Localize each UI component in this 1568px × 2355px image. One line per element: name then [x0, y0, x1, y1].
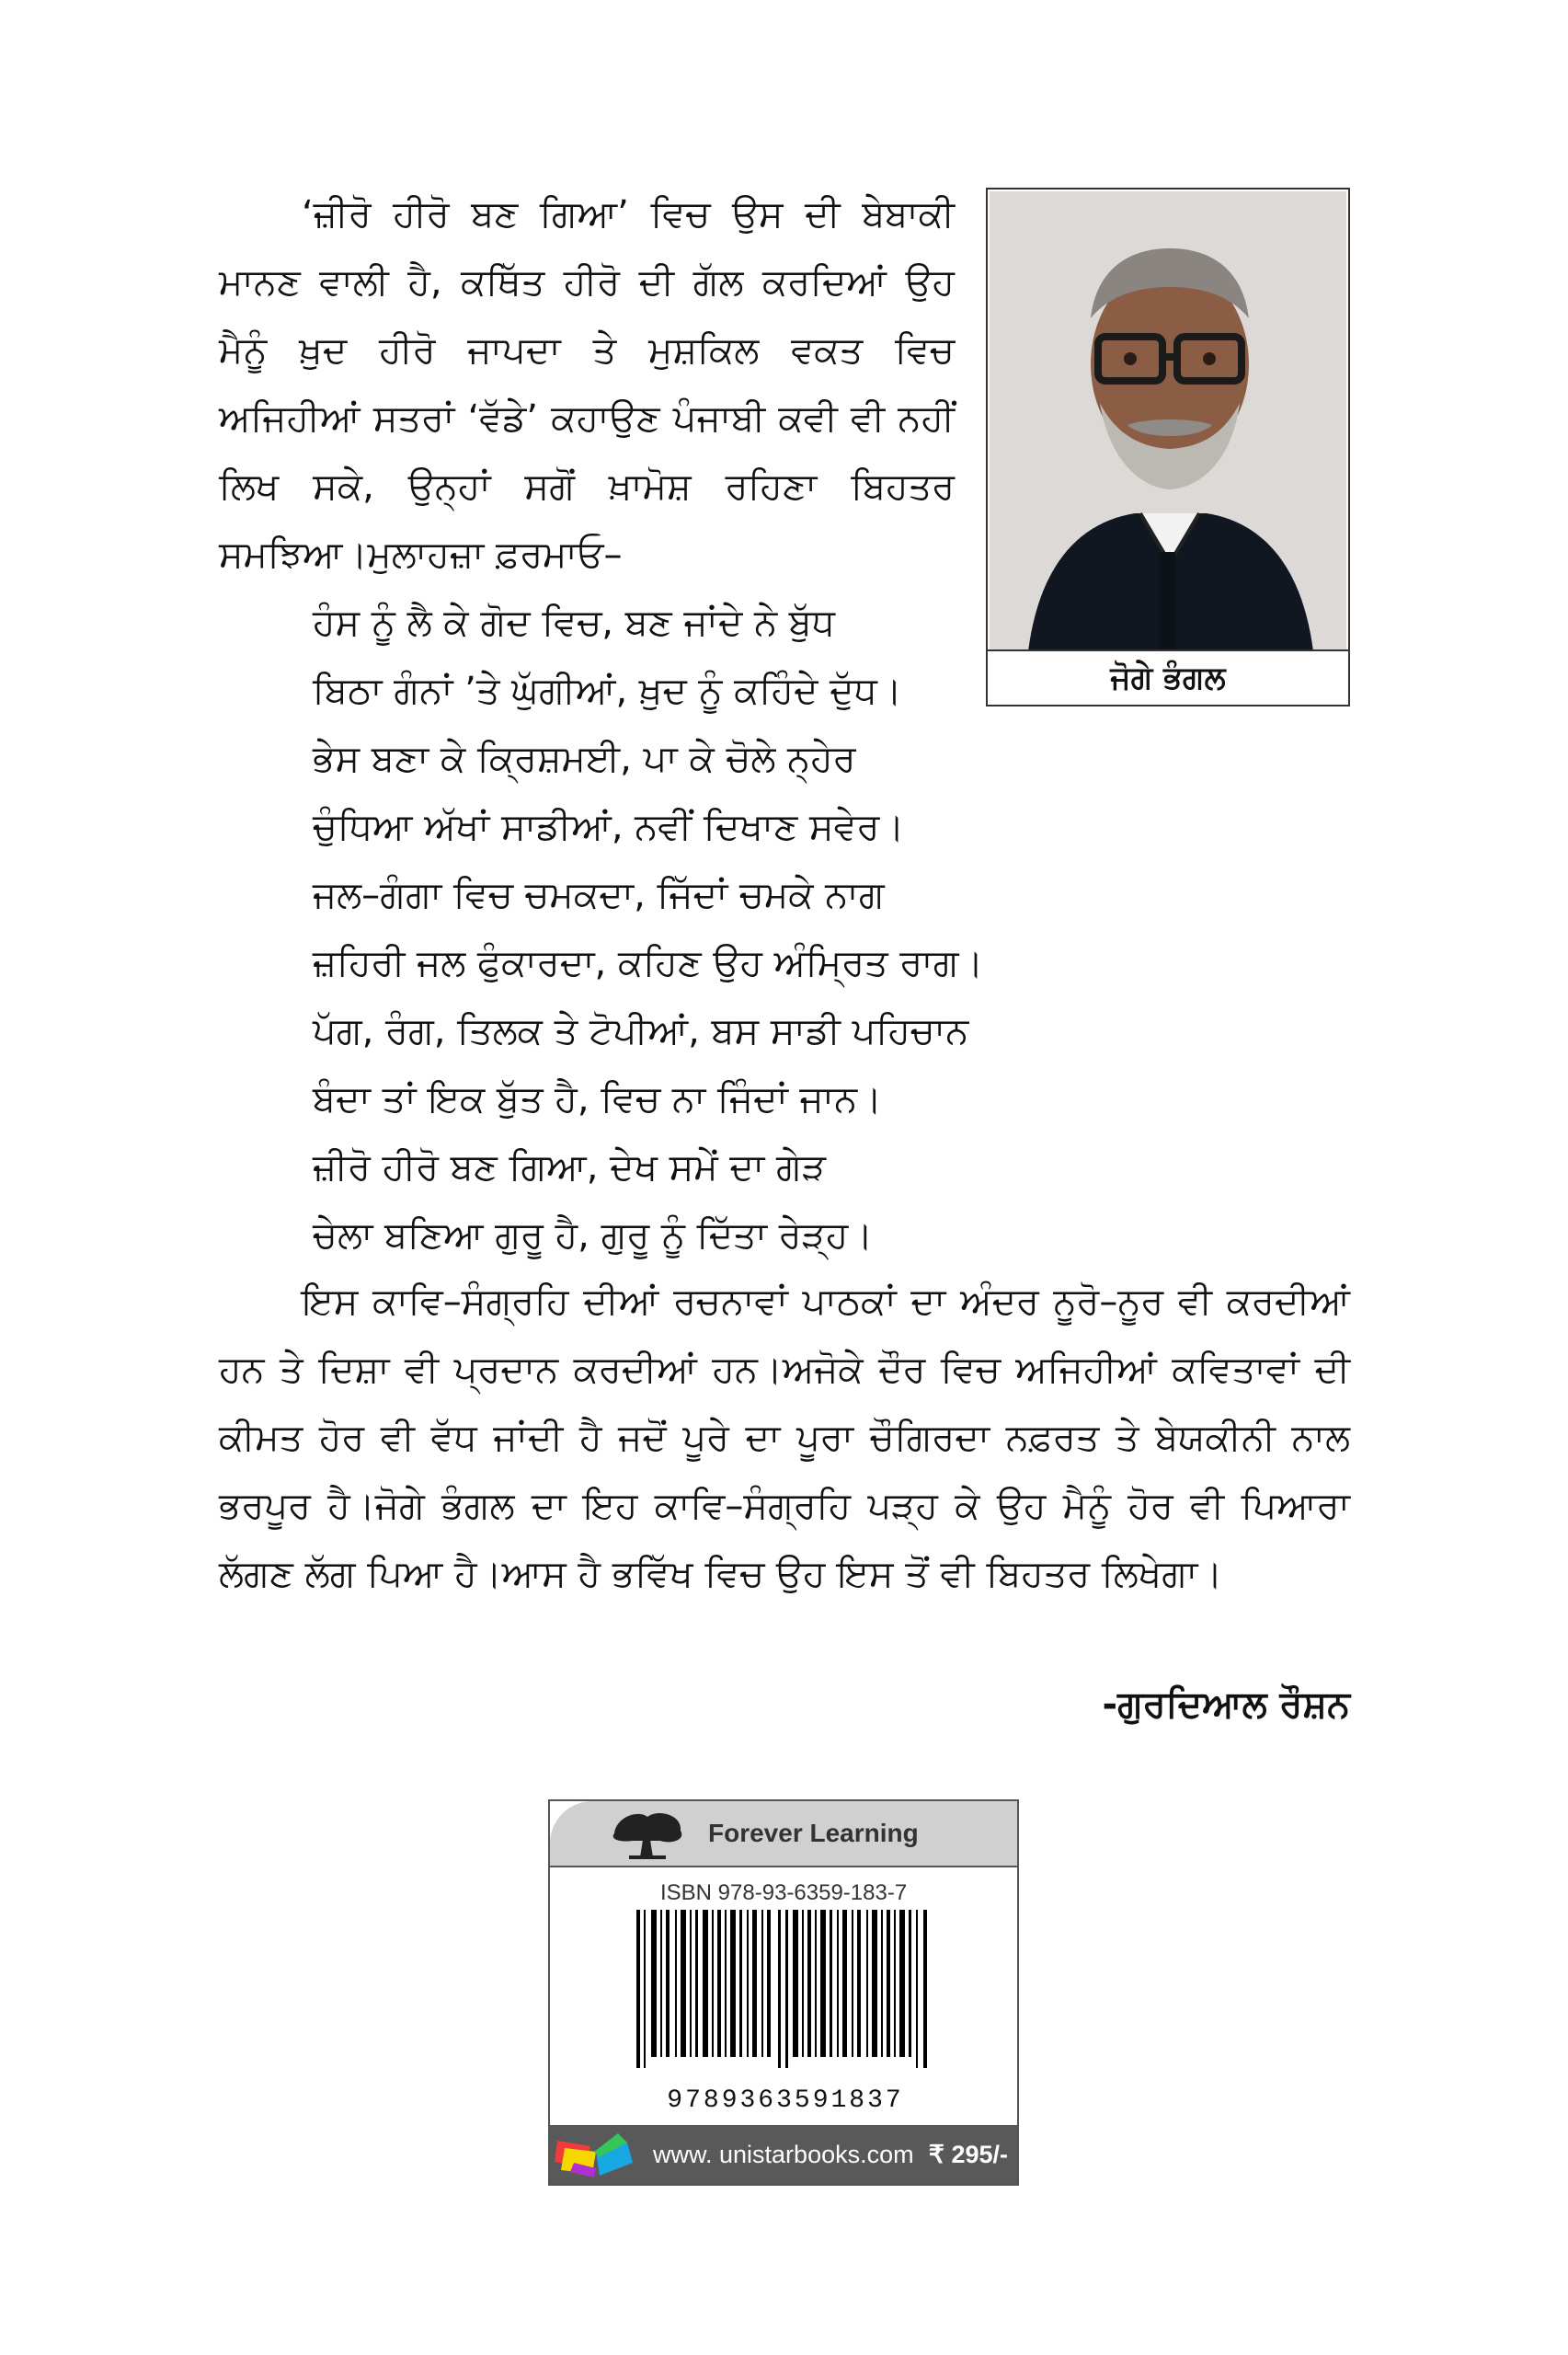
- isbn-block: [548, 1799, 1019, 2186]
- closing-paragraph: ਇਸ ਕਾਵਿ–ਸੰਗ੍ਰਹਿ ਦੀਆਂ ਰਚਨਾਵਾਂ ਪਾਠਕਾਂ ਦਾ ਅੰਦਰ ਨੂਰੋ–ਨੂਰ ਵੀ ਕਰਦੀਆਂ ਹਨ ਤੇ ਦਿਸ਼ਾ ਵੀ ਪ੍ਰਦਾਨ ਕਰਦੀਆਂ ਹਨ।ਅਜੋਕੇ ਦੌਰ ਵਿਚ ਅਜਿਹੀਆਂ ਕਵਿਤਾਵਾਂ ਦੀ ਕੀਮਤ ਹੋਰ ਵੀ ਵੱਧ ਜਾਂਦੀ ਹੈ ਜਦੋਂ ਪੂਰੇ ਦਾ ਪੂਰਾ ਚੌਗਿਰਦਾ ਨਫ਼ਰਤ ਤੇ ਬੇਯਕੀਨੀ ਨਾਲ ਭਰਪੂਰ ਹੈ।ਜੋਗੇ ਭੰਗਲ ਦਾ ਇਹ ਕਾਵਿ–ਸੰਗ੍ਰਹਿ ਪੜ੍ਹ ਕੇ ਉਹ ਮੈਨੂੰ ਹੋਰ ਵੀ ਪਿਆਰਾ ਲੱਗਣ ਲੱਗ ਪਿਆ ਹੈ।ਆਸ ਹੈ ਭਵਿੱਖ ਵਿਚ ਉਹ ਇਸ ਤੋਂ ਵੀ ਬਿਹਤਰ ਲਿਖੇਗਾ।: [219, 1281, 1350, 1595]
- poem-line: ਬਿਠਾ ਗੰਨਾਂ ’ਤੇ ਘੁੱਗੀਆਂ, ਖ਼ੁਦ ਨੂੰ ਕਹਿੰਦੇ ਦੁੱਧ।: [313, 670, 902, 712]
- author-photo: [990, 191, 1346, 651]
- intro-section: [219, 180, 955, 589]
- closing-section: [219, 1268, 1350, 1608]
- isbn-number: ISBN 978-93-6359-183-7: [660, 1880, 908, 1905]
- poem-line: ਜ਼ੀਰੋ ਹੀਰੋ ਬਣ ਗਿਆ, ਦੇਖ ਸਮੇਂ ਦਾ ਗੇੜ: [313, 1146, 826, 1189]
- poem: [313, 589, 1251, 1269]
- tree-logo-icon: [607, 1808, 686, 1859]
- poem-line: ਬੰਦਾ ਤਾਂ ਇਕ ਬੁੱਤ ਹੈ, ਵਿਚ ਨਾ ਜਿੰਦਾਂ ਜਾਨ।: [313, 1078, 883, 1120]
- barcode-number: 9789363591837: [667, 2086, 904, 2115]
- publisher-name: Forever Learning: [708, 1819, 919, 1847]
- author-caption: ਜੋਗੇ ਭੰਗਲ: [988, 649, 1348, 705]
- poem-line: ਹੰਸ ਨੂੰ ਲੈ ਕੇ ਗੋਦ ਵਿਚ, ਬਣ ਜਾਂਦੇ ਨੇ ਬੁੱਧ: [313, 602, 835, 644]
- books-logo-icon: [552, 2130, 640, 2179]
- website-bar: [550, 2125, 1017, 2184]
- poem-line: ਪੱਗ, ਰੰਗ, ਤਿਲਕ ਤੇ ਟੋਪੀਆਂ, ਬਸ ਸਾਡੀ ਪਹਿਚਾਨ: [313, 1010, 969, 1052]
- poem-line: ਜਲ–ਗੰਗਾ ਵਿਚ ਚਮਕਦਾ, ਜਿੱਦਾਂ ਚਮਕੇ ਨਾਗ: [313, 874, 885, 916]
- poem-line: ਭੇਸ ਬਣਾ ਕੇ ਕ੍ਰਿਸ਼ਮਈ, ਪਾ ਕੇ ਚੋਲੇ ਨ੍ਹੇਰ: [313, 738, 856, 780]
- barcode-icon: [631, 1910, 940, 2068]
- poem-line: ਚੇਲਾ ਬਣਿਆ ਗੁਰੂ ਹੈ, ਗੁਰੂ ਨੂੰ ਦਿੱਤਾ ਰੇੜ੍ਹ।: [313, 1214, 874, 1257]
- poem-line: ਜ਼ਹਿਰੀ ਜਲ ਫੁੰਕਾਰਦਾ, ਕਹਿਣ ਉਹ ਅੰਮ੍ਰਿਤ ਰਾਗ।: [313, 942, 984, 984]
- book-price: ₹ 295/-: [928, 2140, 1008, 2168]
- author-portrait-icon: [990, 191, 1346, 651]
- publisher-website: www. unistarbooks.com: [653, 2140, 914, 2168]
- signature: -ਗੁਰਦਿਆਲ ਰੌਸ਼ਨ: [1102, 1683, 1350, 1726]
- poem-line: ਚੁੰਧਿਆ ਅੱਖਾਂ ਸਾਡੀਆਂ, ਨਵੀਂ ਦਿਖਾਣ ਸਵੇਰ।: [313, 806, 905, 848]
- publisher-bar: [550, 1801, 1017, 1867]
- intro-paragraph: ‘ਜ਼ੀਰੋ ਹੀਰੋ ਬਣ ਗਿਆ’ ਵਿਚ ਉਸ ਦੀ ਬੇਬਾਕੀ ਮਾਨਣ ਵਾਲੀ ਹੈ, ਕਥਿੱਤ ਹੀਰੋ ਦੀ ਗੱਲ ਕਰਦਿਆਂ ਉਹ ਮੈਨੂੰ ਖ਼ੁਦ ਹੀਰੋ ਜਾਪਦਾ ਤੇ ਮੁਸ਼ਕਿਲ ਵਕਤ ਵਿਚ ਅਜਿਹੀਆਂ ਸਤਰਾਂ ‘ਵੱਡੇ’ ਕਹਾਉਣ ਪੰਜਾਬੀ ਕਵੀ ਵੀ ਨਹੀਂ ਲਿਖ ਸਕੇ, ਉਨ੍ਹਾਂ ਸਗੋਂ ਖ਼ਾਮੋਸ਼ ਰਹਿਣਾ ਬਿਹਤਰ ਸਮਝਿਆ।ਮੁਲਾਹਜ਼ਾ ਫ਼ਰਮਾਓ–: [219, 193, 955, 576]
